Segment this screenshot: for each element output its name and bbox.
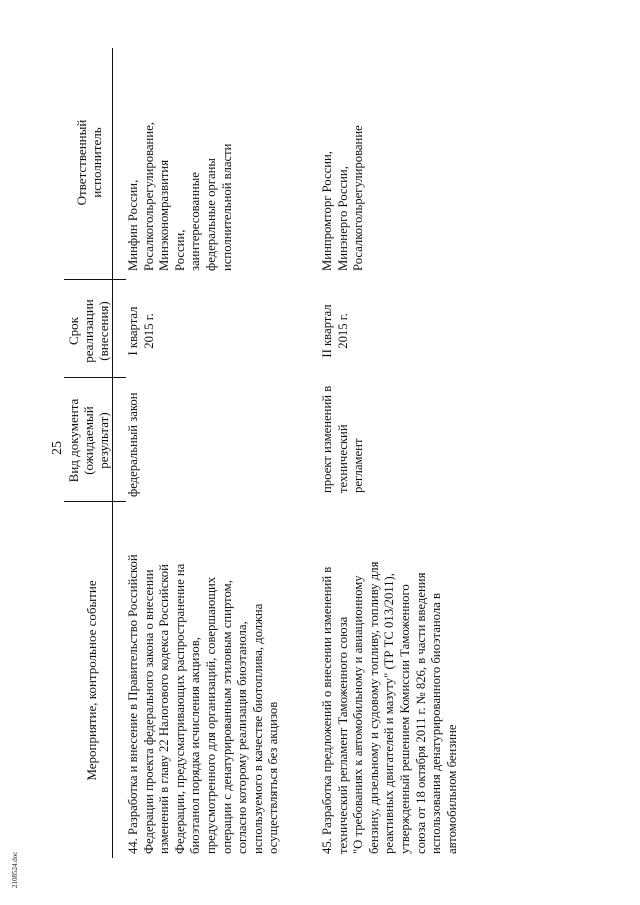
header-deadline: Срок реализации (внесения) <box>65 299 111 363</box>
events-table <box>64 48 473 858</box>
row-44-event: 44. Разработка и внесение в Правительство Российской Федерации проекта федерального закона о внесении изменений в главу 22 Налогового кодекса Российской Федерации, предусматривающих распространение на биоэтанол порядка исчисления акцизов, предусмотренного для организаций, совершающих операции с денатурированным этиловым спиртом, согласно которому реализация биоэтанола, используемого в качестве биотоплива, должна осуществляться без акцизов <box>126 554 281 854</box>
row-45-responsible: Минпромторг России, Минэнерго России, Росалкогольрегулирование <box>320 125 366 271</box>
header-document-type: Вид документа (ожидаемый результат) <box>65 398 111 483</box>
page-number: 25 <box>50 441 65 455</box>
row-44-deadline: I квартал 2015 г. <box>126 306 156 356</box>
header-responsible: Ответственный исполнитель <box>74 119 104 206</box>
row-45-event: 45. Разработка предложений о внесении изменений в технический регламент Таможенного союза "О требованиях к автомобильному и авиационному бензину, дизельному и судовому топливу, топливу для реактивных двигателей и мазуту" (ТР ТС 013/2011), утвержденный решением Комиссии Таможенного союза от 18 октября 2011 г. № 826, в части введения использования денатурированного биоэтанола в автомобильном бензине <box>320 561 459 854</box>
header-event: Мероприятие, контрольное событие <box>83 580 99 781</box>
column-divider <box>64 501 126 502</box>
column-divider <box>64 377 126 378</box>
row-45-deadline: II квартал 2015 г. <box>320 304 350 358</box>
column-divider <box>64 279 126 280</box>
row-44-document-type: федеральный закон <box>126 392 140 497</box>
row-45-document-type: проект изменений в технический регламент <box>320 385 366 493</box>
document-code: 2108524.doc <box>11 851 19 888</box>
row-44-responsible: Минфин России, Росалкогольрегулирование, Минэкономразвития России, заинтересованные федеральные органы исполнительной власти <box>126 122 234 271</box>
